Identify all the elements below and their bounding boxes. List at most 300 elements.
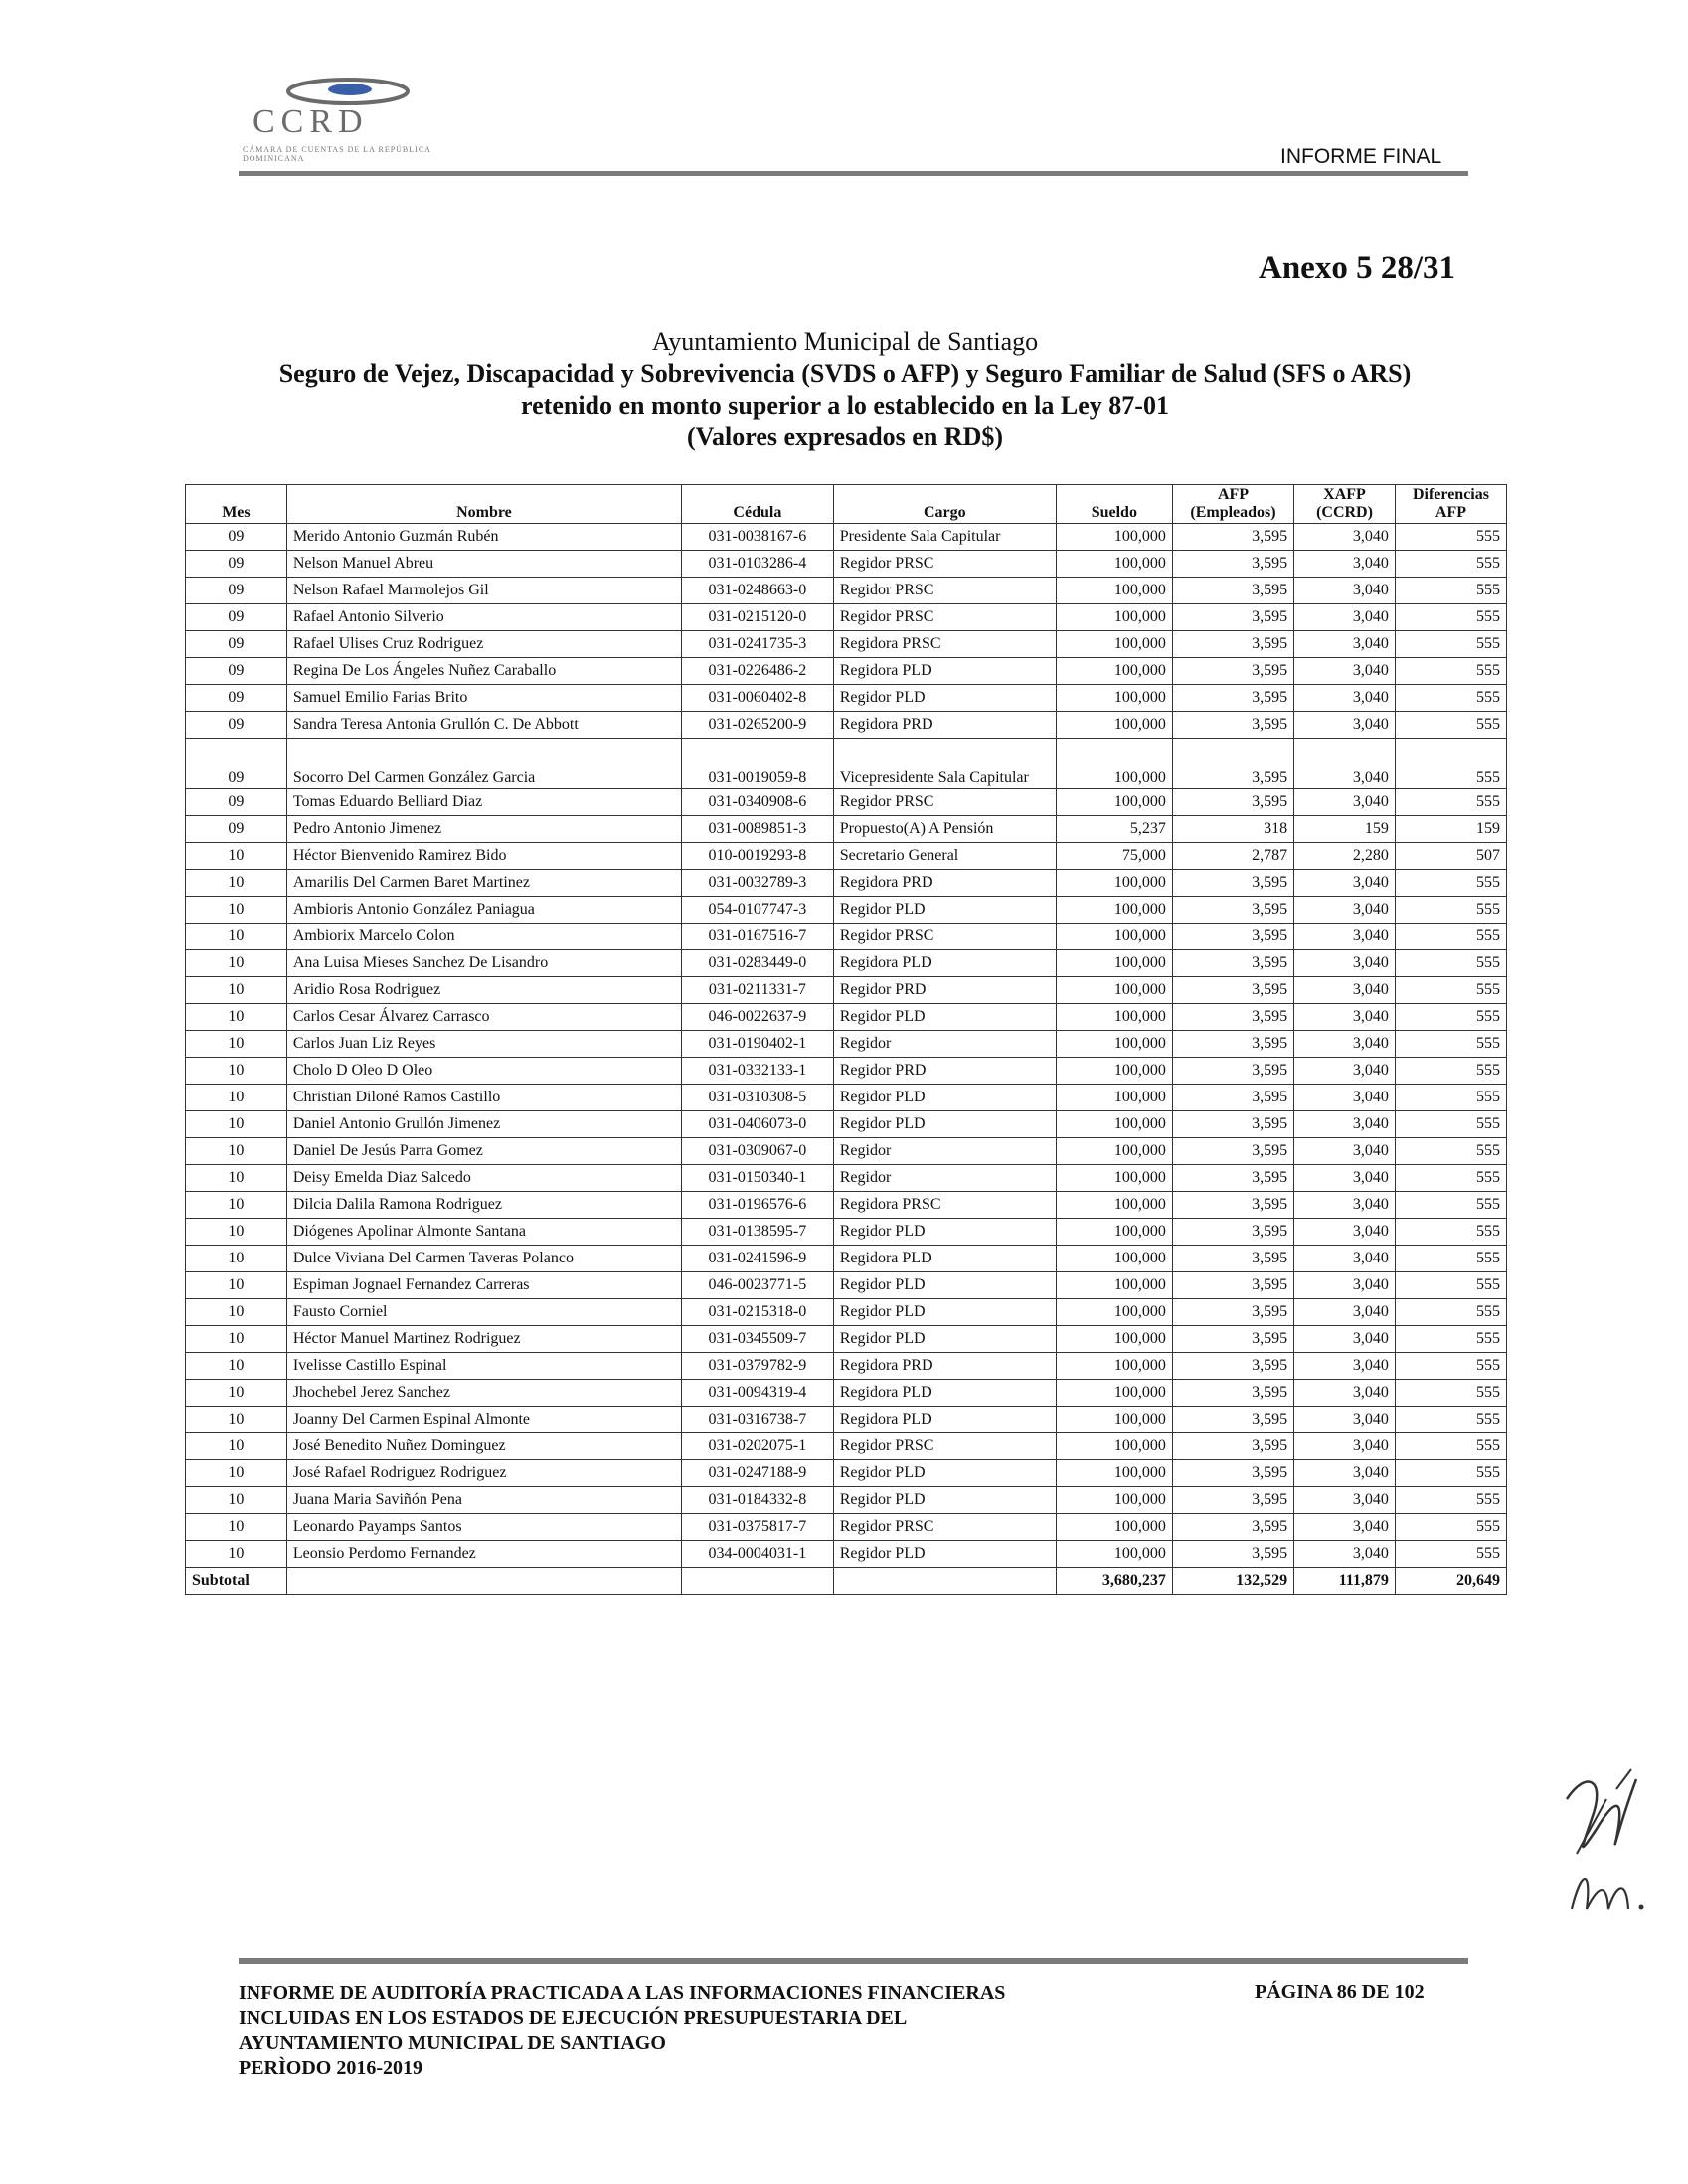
cell-nombre: José Benedito Nuñez Dominguez xyxy=(286,1433,681,1460)
cell-mes: 10 xyxy=(186,1031,287,1058)
table-row xyxy=(186,739,1507,789)
cell-cedula: 031-0032789-3 xyxy=(682,870,834,897)
cell-afp: 3,595 xyxy=(1172,870,1293,897)
cell-afp: 3,595 xyxy=(1172,1353,1293,1380)
table-row xyxy=(186,1085,1507,1111)
cell-afp: 3,595 xyxy=(1172,1085,1293,1111)
cell-nombre: Ambiorix Marcelo Colon xyxy=(286,924,681,950)
cell-cedula: 031-0283449-0 xyxy=(682,950,834,977)
cell-dif: 555 xyxy=(1395,1514,1506,1541)
cell-dif: 555 xyxy=(1395,1004,1506,1031)
table-row xyxy=(186,789,1507,816)
cell-sueldo: 100,000 xyxy=(1056,712,1172,739)
cell-mes: 10 xyxy=(186,950,287,977)
cell-cargo: Regidor PLD xyxy=(833,1326,1056,1353)
cell-cedula: 031-0406073-0 xyxy=(682,1111,834,1138)
cell-sueldo: 100,000 xyxy=(1056,578,1172,604)
cell-sueldo: 100,000 xyxy=(1056,739,1172,789)
cell-sueldo: 100,000 xyxy=(1056,658,1172,685)
cell-cargo: Regidor PRSC xyxy=(833,789,1056,816)
cell-cargo: Presidente Sala Capitular xyxy=(833,524,1056,551)
cell-dif: 555 xyxy=(1395,1165,1506,1192)
cell-cargo: Regidor PRSC xyxy=(833,604,1056,631)
cell-mes: 09 xyxy=(186,551,287,578)
footer-line-3: AYUNTAMIENTO MUNICIPAL DE SANTIAGO xyxy=(239,2032,666,2054)
cell-mes: 09 xyxy=(186,604,287,631)
cell-cedula: 031-0060402-8 xyxy=(682,685,834,712)
cell-xafp: 3,040 xyxy=(1294,1085,1396,1111)
cell-nombre: Héctor Manuel Martinez Rodriguez xyxy=(286,1326,681,1353)
cell-sueldo: 100,000 xyxy=(1056,1138,1172,1165)
cell-cedula: 046-0022637-9 xyxy=(682,1004,834,1031)
cell-mes: 10 xyxy=(186,1380,287,1407)
cell-mes: 09 xyxy=(186,789,287,816)
cell-mes: 10 xyxy=(186,1138,287,1165)
cell-sueldo: 100,000 xyxy=(1056,604,1172,631)
cell-cedula: 031-0211331-7 xyxy=(682,977,834,1004)
cell-nombre: Leonardo Payamps Santos xyxy=(286,1514,681,1541)
cell-cargo: Propuesto(A) A Pensión xyxy=(833,816,1056,843)
cell-nombre: Ambioris Antonio González Paniagua xyxy=(286,897,681,924)
cell-nombre: Jhochebel Jerez Sanchez xyxy=(286,1380,681,1407)
cell-mes: 09 xyxy=(186,816,287,843)
cell-dif: 507 xyxy=(1395,843,1506,870)
cell-cargo: Regidor PLD xyxy=(833,1460,1056,1487)
cell-cargo: Regidora PRSC xyxy=(833,631,1056,658)
table-row xyxy=(186,1380,1507,1407)
cell-dif: 555 xyxy=(1395,604,1506,631)
col-afp xyxy=(1172,485,1293,524)
col-cedula: Cédula xyxy=(682,485,834,524)
annex-label: Anexo 5 28/31 xyxy=(1259,251,1455,286)
cell-nombre: Ana Luisa Mieses Sanchez De Lisandro xyxy=(286,950,681,977)
cell-dif: 555 xyxy=(1395,789,1506,816)
cell-nombre: Nelson Rafael Marmolejos Gil xyxy=(286,578,681,604)
cell-afp: 3,595 xyxy=(1172,631,1293,658)
cell-xafp: 3,040 xyxy=(1294,789,1396,816)
cell-nombre: Socorro Del Carmen González Garcia xyxy=(286,739,681,789)
footer-text xyxy=(239,1981,1133,2081)
cell-afp: 3,595 xyxy=(1172,685,1293,712)
cell-nombre: Héctor Bienvenido Ramirez Bido xyxy=(286,843,681,870)
cell-afp: 3,595 xyxy=(1172,1192,1293,1219)
cell-xafp: 3,040 xyxy=(1294,1058,1396,1085)
cell-xafp: 3,040 xyxy=(1294,1326,1396,1353)
cell-nombre: Sandra Teresa Antonia Grullón C. De Abbott xyxy=(286,712,681,739)
cell-afp: 3,595 xyxy=(1172,1487,1293,1514)
cell-afp: 3,595 xyxy=(1172,1326,1293,1353)
cell-cedula: 031-0196576-6 xyxy=(682,1192,834,1219)
footer-rule xyxy=(239,1958,1468,1964)
cell-sueldo: 100,000 xyxy=(1056,950,1172,977)
page-number: PÁGINA 86 DE 102 xyxy=(1255,1981,1425,2003)
table-row xyxy=(186,897,1507,924)
table-row xyxy=(186,712,1507,739)
col-afp-top: AFP xyxy=(1217,486,1250,503)
table-row xyxy=(186,1299,1507,1326)
cell-sueldo: 100,000 xyxy=(1056,1219,1172,1246)
cell-nombre: Tomas Eduardo Belliard Diaz xyxy=(286,789,681,816)
cell-xafp: 3,040 xyxy=(1294,1031,1396,1058)
cell-mes: 10 xyxy=(186,870,287,897)
cell-cedula: 031-0340908-6 xyxy=(682,789,834,816)
cell-afp: 3,595 xyxy=(1172,551,1293,578)
cell-xafp: 3,040 xyxy=(1294,1004,1396,1031)
cell-xafp: 3,040 xyxy=(1294,1433,1396,1460)
cell-nombre: Regina De Los Ángeles Nuñez Caraballo xyxy=(286,658,681,685)
cell-xafp: 3,040 xyxy=(1294,685,1396,712)
cell-dif: 555 xyxy=(1395,1058,1506,1085)
cell-afp: 3,595 xyxy=(1172,604,1293,631)
cell-afp: 2,787 xyxy=(1172,843,1293,870)
cell-sueldo: 5,237 xyxy=(1056,816,1172,843)
table-row xyxy=(186,1353,1507,1380)
cell-mes: 10 xyxy=(186,1192,287,1219)
cell-sueldo: 100,000 xyxy=(1056,1272,1172,1299)
cell-cargo: Regidor PRSC xyxy=(833,1433,1056,1460)
table-row xyxy=(186,685,1507,712)
cell-nombre: Deisy Emelda Diaz Salcedo xyxy=(286,1165,681,1192)
cell-dif: 555 xyxy=(1395,712,1506,739)
cell-cedula: 031-0310308-5 xyxy=(682,1085,834,1111)
cell-nombre: José Rafael Rodriguez Rodriguez xyxy=(286,1460,681,1487)
cell-dif: 555 xyxy=(1395,1380,1506,1407)
table-row xyxy=(186,1111,1507,1138)
cell-nombre: Rafael Antonio Silverio xyxy=(286,604,681,631)
cell-mes: 10 xyxy=(186,1460,287,1487)
cell-cargo: Regidor PRSC xyxy=(833,551,1056,578)
table-row xyxy=(186,631,1507,658)
cell-afp: 3,595 xyxy=(1172,897,1293,924)
cell-cargo: Regidor xyxy=(833,1031,1056,1058)
cell-cargo: Regidor PRD xyxy=(833,977,1056,1004)
cell-cargo: Vicepresidente Sala Capitular xyxy=(833,739,1056,789)
cell-mes: 09 xyxy=(186,631,287,658)
cell-sueldo: 100,000 xyxy=(1056,1058,1172,1085)
cell-xafp: 3,040 xyxy=(1294,1138,1396,1165)
cell-cargo: Regidora PLD xyxy=(833,1380,1056,1407)
cell-nombre: Rafael Ulises Cruz Rodriguez xyxy=(286,631,681,658)
table-row xyxy=(186,816,1507,843)
table-row xyxy=(186,1433,1507,1460)
cell-dif: 555 xyxy=(1395,1541,1506,1568)
table-header-row xyxy=(186,485,1507,524)
cell-cedula: 031-0265200-9 xyxy=(682,712,834,739)
cell-xafp: 3,040 xyxy=(1294,1272,1396,1299)
col-afp-bottom: (Empleados) xyxy=(1190,504,1276,521)
cell-xafp: 159 xyxy=(1294,816,1396,843)
cell-afp: 3,595 xyxy=(1172,924,1293,950)
cell-nombre: Dulce Viviana Del Carmen Taveras Polanco xyxy=(286,1246,681,1272)
cell-cargo: Regidor PRSC xyxy=(833,578,1056,604)
cell-xafp: 3,040 xyxy=(1294,977,1396,1004)
handwritten-initials-icon xyxy=(1547,1760,1656,1929)
cell-cedula: 031-0038167-6 xyxy=(682,524,834,551)
subtotal-empty xyxy=(833,1568,1056,1595)
cell-afp: 3,595 xyxy=(1172,1165,1293,1192)
cell-sueldo: 100,000 xyxy=(1056,1487,1172,1514)
cell-nombre: Diógenes Apolinar Almonte Santana xyxy=(286,1219,681,1246)
cell-sueldo: 100,000 xyxy=(1056,1246,1172,1272)
cell-dif: 555 xyxy=(1395,1353,1506,1380)
cell-dif: 555 xyxy=(1395,1460,1506,1487)
cell-xafp: 3,040 xyxy=(1294,551,1396,578)
subtotal-xafp: 111,879 xyxy=(1294,1568,1396,1595)
cell-afp: 3,595 xyxy=(1172,712,1293,739)
cell-mes: 09 xyxy=(186,578,287,604)
cell-afp: 3,595 xyxy=(1172,1407,1293,1433)
cell-dif: 555 xyxy=(1395,1192,1506,1219)
cell-cargo: Regidor PLD xyxy=(833,1085,1056,1111)
cell-afp: 3,595 xyxy=(1172,578,1293,604)
cell-mes: 09 xyxy=(186,712,287,739)
table-row xyxy=(186,1272,1507,1299)
cell-xafp: 2,280 xyxy=(1294,843,1396,870)
cell-dif: 555 xyxy=(1395,1326,1506,1353)
cell-mes: 10 xyxy=(186,1514,287,1541)
table-row xyxy=(186,924,1507,950)
cell-cedula: 031-0184332-8 xyxy=(682,1487,834,1514)
cell-cargo: Regidor PLD xyxy=(833,1219,1056,1246)
cell-dif: 555 xyxy=(1395,1433,1506,1460)
cell-afp: 3,595 xyxy=(1172,739,1293,789)
cell-mes: 10 xyxy=(186,1219,287,1246)
cell-mes: 10 xyxy=(186,897,287,924)
cell-xafp: 3,040 xyxy=(1294,1111,1396,1138)
table-row xyxy=(186,1514,1507,1541)
table-row xyxy=(186,1058,1507,1085)
cell-sueldo: 100,000 xyxy=(1056,1514,1172,1541)
col-xafp-bottom: (CCRD) xyxy=(1316,504,1373,521)
cell-cedula: 031-0379782-9 xyxy=(682,1353,834,1380)
subtitle-line-1: Seguro de Vejez, Discapacidad y Sobrevivencia (SVDS o AFP) y Seguro Familiar de Salud (SFS o ARS) xyxy=(278,359,1412,388)
table-row xyxy=(186,604,1507,631)
cell-sueldo: 100,000 xyxy=(1056,1111,1172,1138)
cell-dif: 555 xyxy=(1395,658,1506,685)
cell-nombre: Carlos Cesar Álvarez Carrasco xyxy=(286,1004,681,1031)
cell-afp: 3,595 xyxy=(1172,524,1293,551)
cell-dif: 555 xyxy=(1395,551,1506,578)
cell-xafp: 3,040 xyxy=(1294,1353,1396,1380)
cell-cedula: 034-0004031-1 xyxy=(682,1541,834,1568)
cell-cedula: 031-0215318-0 xyxy=(682,1299,834,1326)
cell-cedula: 031-0019059-8 xyxy=(682,739,834,789)
table-row xyxy=(186,1219,1507,1246)
cell-xafp: 3,040 xyxy=(1294,578,1396,604)
subtotal-dif: 20,649 xyxy=(1395,1568,1506,1595)
cell-cargo: Regidora PRD xyxy=(833,1353,1056,1380)
cell-xafp: 3,040 xyxy=(1294,712,1396,739)
cell-cargo: Regidor PLD xyxy=(833,1299,1056,1326)
cell-sueldo: 100,000 xyxy=(1056,551,1172,578)
table-row xyxy=(186,1460,1507,1487)
cell-cargo: Regidor PLD xyxy=(833,1541,1056,1568)
col-cargo: Cargo xyxy=(833,485,1056,524)
subtotal-label: Subtotal xyxy=(186,1568,287,1595)
cell-nombre: Cholo D Oleo D Oleo xyxy=(286,1058,681,1085)
cell-cargo: Regidora PRD xyxy=(833,712,1056,739)
cell-sueldo: 100,000 xyxy=(1056,789,1172,816)
cell-sueldo: 100,000 xyxy=(1056,1460,1172,1487)
cell-mes: 10 xyxy=(186,1058,287,1085)
col-sueldo: Sueldo xyxy=(1056,485,1172,524)
cell-mes: 10 xyxy=(186,1272,287,1299)
table-row xyxy=(186,950,1507,977)
cell-cargo: Regidor PLD xyxy=(833,1487,1056,1514)
cell-afp: 3,595 xyxy=(1172,1031,1293,1058)
table-row xyxy=(186,1246,1507,1272)
col-xafp-top: XAFP xyxy=(1323,486,1366,503)
cell-afp: 3,595 xyxy=(1172,1138,1293,1165)
logo-text: CCRD xyxy=(253,103,369,140)
cell-nombre: Nelson Manuel Abreu xyxy=(286,551,681,578)
cell-nombre: Dilcia Dalila Ramona Rodriguez xyxy=(286,1192,681,1219)
cell-xafp: 3,040 xyxy=(1294,1407,1396,1433)
cell-cedula: 054-0107747-3 xyxy=(682,897,834,924)
cell-xafp: 3,040 xyxy=(1294,1219,1396,1246)
cell-nombre: Amarilis Del Carmen Baret Martinez xyxy=(286,870,681,897)
cell-xafp: 3,040 xyxy=(1294,631,1396,658)
cell-mes: 10 xyxy=(186,843,287,870)
cell-mes: 10 xyxy=(186,1004,287,1031)
cell-cedula: 031-0332133-1 xyxy=(682,1058,834,1085)
cell-nombre: Carlos Juan Liz Reyes xyxy=(286,1031,681,1058)
table-row xyxy=(186,551,1507,578)
cell-mes: 09 xyxy=(186,524,287,551)
cell-cedula: 046-0023771-5 xyxy=(682,1272,834,1299)
cell-dif: 555 xyxy=(1395,1138,1506,1165)
cell-cedula: 031-0345509-7 xyxy=(682,1326,834,1353)
cell-afp: 3,595 xyxy=(1172,1111,1293,1138)
table-row xyxy=(186,1165,1507,1192)
cell-dif: 555 xyxy=(1395,870,1506,897)
cell-xafp: 3,040 xyxy=(1294,739,1396,789)
cell-cedula: 031-0138595-7 xyxy=(682,1219,834,1246)
logo-subtitle: CÁMARA DE CUENTAS DE LA REPÚBLICA DOMINICANA xyxy=(243,145,431,163)
cell-nombre: Fausto Corniel xyxy=(286,1299,681,1326)
cell-sueldo: 100,000 xyxy=(1056,1085,1172,1111)
cell-dif: 555 xyxy=(1395,1299,1506,1326)
cell-sueldo: 100,000 xyxy=(1056,1165,1172,1192)
cell-dif: 555 xyxy=(1395,578,1506,604)
table-row xyxy=(186,1031,1507,1058)
cell-cargo: Regidor PRSC xyxy=(833,1514,1056,1541)
table-row xyxy=(186,1004,1507,1031)
cell-cargo: Secretario General xyxy=(833,843,1056,870)
cell-afp: 3,595 xyxy=(1172,1433,1293,1460)
cell-afp: 3,595 xyxy=(1172,1514,1293,1541)
table-row xyxy=(186,977,1507,1004)
cell-xafp: 3,040 xyxy=(1294,897,1396,924)
cell-mes: 10 xyxy=(186,1353,287,1380)
cell-nombre: Merido Antonio Guzmán Rubén xyxy=(286,524,681,551)
cell-nombre: Juana Maria Saviñón Pena xyxy=(286,1487,681,1514)
cell-mes: 10 xyxy=(186,1541,287,1568)
cell-afp: 3,595 xyxy=(1172,658,1293,685)
table-row xyxy=(186,1407,1507,1433)
cell-nombre: Joanny Del Carmen Espinal Almonte xyxy=(286,1407,681,1433)
cell-mes: 10 xyxy=(186,977,287,1004)
cell-xafp: 3,040 xyxy=(1294,1514,1396,1541)
cell-cargo: Regidor PLD xyxy=(833,1111,1056,1138)
cell-xafp: 3,040 xyxy=(1294,950,1396,977)
cell-dif: 555 xyxy=(1395,1111,1506,1138)
cell-sueldo: 100,000 xyxy=(1056,1299,1172,1326)
cell-sueldo: 100,000 xyxy=(1056,1004,1172,1031)
cell-mes: 10 xyxy=(186,1299,287,1326)
cell-mes: 10 xyxy=(186,1111,287,1138)
cell-xafp: 3,040 xyxy=(1294,524,1396,551)
cell-sueldo: 100,000 xyxy=(1056,1380,1172,1407)
cell-cedula: 031-0094319-4 xyxy=(682,1380,834,1407)
cell-cedula: 031-0316738-7 xyxy=(682,1407,834,1433)
cell-afp: 3,595 xyxy=(1172,1380,1293,1407)
cell-sueldo: 100,000 xyxy=(1056,631,1172,658)
cell-sueldo: 100,000 xyxy=(1056,1192,1172,1219)
cell-afp: 3,595 xyxy=(1172,950,1293,977)
cell-sueldo: 100,000 xyxy=(1056,977,1172,1004)
cell-sueldo: 100,000 xyxy=(1056,1031,1172,1058)
cell-cedula: 031-0241596-9 xyxy=(682,1246,834,1272)
col-diferencias xyxy=(1395,485,1506,524)
cell-cedula: 031-0215120-0 xyxy=(682,604,834,631)
cell-cargo: Regidora PLD xyxy=(833,1246,1056,1272)
cell-dif: 555 xyxy=(1395,924,1506,950)
cell-sueldo: 100,000 xyxy=(1056,1407,1172,1433)
cell-afp: 3,595 xyxy=(1172,1246,1293,1272)
cell-afp: 3,595 xyxy=(1172,1541,1293,1568)
cell-dif: 555 xyxy=(1395,1031,1506,1058)
cell-nombre: Daniel De Jesús Parra Gomez xyxy=(286,1138,681,1165)
subtotal-row xyxy=(186,1568,1507,1595)
cell-mes: 10 xyxy=(186,1165,287,1192)
cell-sueldo: 100,000 xyxy=(1056,524,1172,551)
cell-cargo: Regidor PRD xyxy=(833,1058,1056,1085)
cell-xafp: 3,040 xyxy=(1294,1487,1396,1514)
cell-mes: 10 xyxy=(186,1487,287,1514)
header-rule xyxy=(239,171,1468,176)
cell-nombre: Daniel Antonio Grullón Jimenez xyxy=(286,1111,681,1138)
table-row xyxy=(186,1487,1507,1514)
cell-dif: 555 xyxy=(1395,977,1506,1004)
cell-xafp: 3,040 xyxy=(1294,870,1396,897)
cell-cedula: 031-0247188-9 xyxy=(682,1460,834,1487)
cell-cargo: Regidora PRD xyxy=(833,870,1056,897)
cell-cedula: 031-0241735-3 xyxy=(682,631,834,658)
currency-note: (Valores expresados en RD$) xyxy=(686,422,1004,451)
cell-xafp: 3,040 xyxy=(1294,1165,1396,1192)
cell-afp: 3,595 xyxy=(1172,1004,1293,1031)
table-row xyxy=(186,1192,1507,1219)
cell-afp: 3,595 xyxy=(1172,977,1293,1004)
cell-cargo: Regidor PLD xyxy=(833,685,1056,712)
cell-sueldo: 100,000 xyxy=(1056,870,1172,897)
col-mes: Mes xyxy=(186,485,287,524)
cell-xafp: 3,040 xyxy=(1294,1299,1396,1326)
cell-cedula: 031-0150340-1 xyxy=(682,1165,834,1192)
cell-xafp: 3,040 xyxy=(1294,1460,1396,1487)
cell-dif: 555 xyxy=(1395,1487,1506,1514)
cell-dif: 555 xyxy=(1395,685,1506,712)
cell-sueldo: 100,000 xyxy=(1056,1541,1172,1568)
cell-mes: 10 xyxy=(186,1433,287,1460)
cell-cargo: Regidora PLD xyxy=(833,658,1056,685)
cell-xafp: 3,040 xyxy=(1294,1541,1396,1568)
cell-cargo: Regidor PLD xyxy=(833,897,1056,924)
cell-mes: 10 xyxy=(186,1326,287,1353)
subtitle-line-2: retenido en monto superior a lo establecido en la Ley 87-01 xyxy=(521,391,1169,420)
subtotal-empty xyxy=(286,1568,681,1595)
